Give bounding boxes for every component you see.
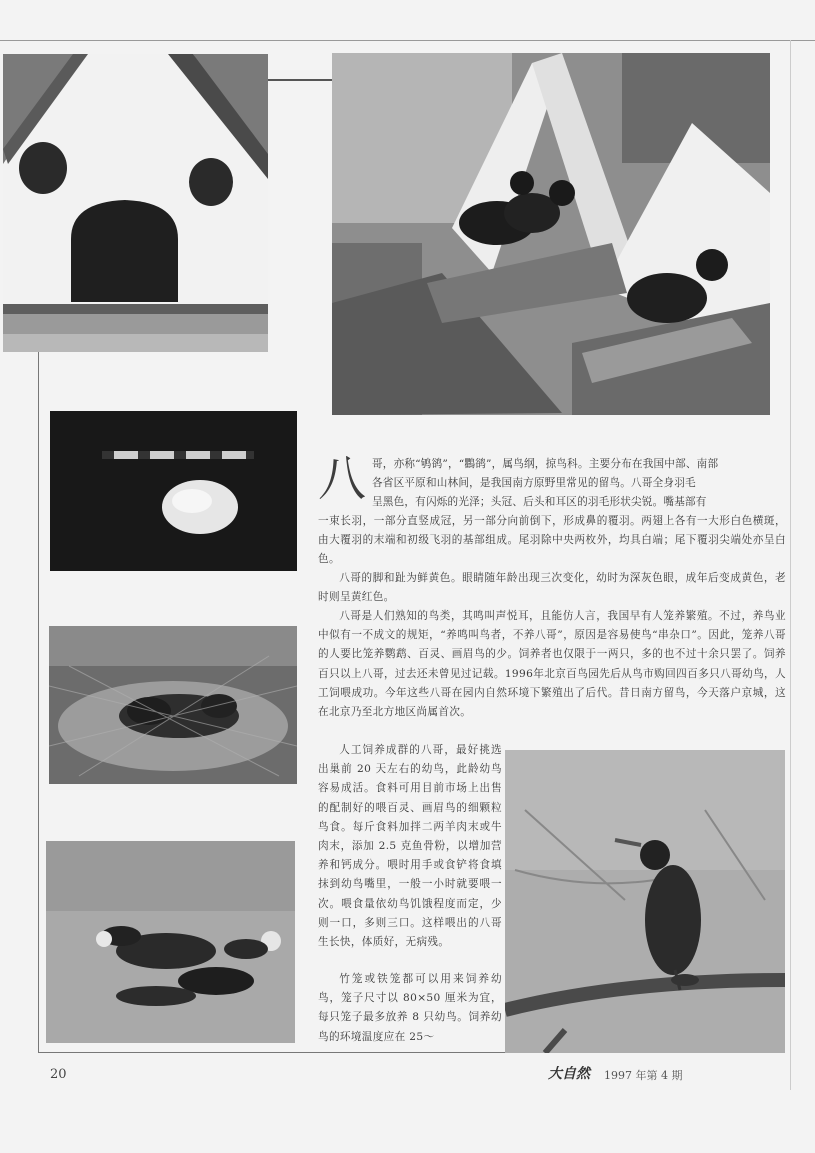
article-intro-line-1: [372, 455, 786, 474]
article-intro-line-3: [372, 493, 786, 512]
top-rule: [0, 40, 815, 41]
magazine-name: 大自然: [548, 1066, 590, 1082]
article-intro-rest: [318, 512, 786, 570]
article-paragraph-3: [318, 607, 786, 722]
intro-rest: 一束长羽，一部分直竖成冠，另一部分向前倒下，形成鼻的覆羽。两翅上各有一大形白色横斑，由大覆羽的末端和初级飞羽的基部组成。尾羽除中央两枚外，均具白端；尾下覆羽尖端处亦呈白色。: [318, 515, 786, 566]
article-paragraph-2: [318, 569, 786, 607]
paragraph-3: 八哥是人们熟知的鸟类，其鸣叫声悦耳，且能仿人言，我国早有人笼养繁殖。不过，养鸟业中似有一不成文的规矩，“养鸣叫鸟者，不养八哥”，原因是容易使鸟“串杂口”。因此，笼养八哥的人要比笼养鹦鹉、百灵、画眉鸟的少。饲养者也仅限于一两只，多的也不过十余只罢了。饲养百只以上八哥，过去还未曾见过记载。1996年北京百鸟园先后从鸟市购回四百多只八哥幼鸟，人工饲喂成功。今年这些八哥在园内自然环境下繁殖出了后代。昔日南方留鸟，今天落户京城，这在北京乃至北方地区尚属首次。: [318, 610, 786, 719]
article-paragraph-5: [318, 970, 502, 1047]
paragraph-4: 人工饲养成群的八哥，最好挑选出巢前 20 天左右的幼鸟，此龄幼鸟容易成活。食料可用目前市场上出售的配制好的喂百灵、画眉鸟的细颗粒鸟食。每斤食料加拌二两羊肉末或牛肉末，添加 2.5 克鱼骨粉，以增加营养和钙成分。喂时用手或食铲将食填抹到幼鸟嘴里，一般一小时就要喂一次。喂食量依幼鸟饥饿程度而定，少则一口，多则三口。这样喂出的八哥生长快，体质好，无病残。: [318, 744, 502, 949]
intro-third-line: 呈黑色，有闪烁的光泽；头冠、后头和耳区的羽毛形状尖锐。嘴基部有: [372, 496, 707, 508]
myna-on-branch-photo: [505, 750, 785, 1053]
intro-first-line: 哥，亦称“鸲鹆”，“鸜鹆”，属鸟纲，掠鸟科。主要分布在我国中部、南部: [372, 458, 719, 470]
egg-with-scale-photo: [50, 411, 297, 571]
header-rule: [268, 79, 332, 81]
paragraph-5: 竹笼或铁笼都可以用来饲养幼鸟，笼子尺寸以 80×50 厘米为宜，每只笼子最多放养 8 只幼鸟。饲养幼鸟的环境温度应在 25～: [318, 973, 502, 1043]
fledglings-on-ground-photo: [46, 841, 295, 1043]
page-number: 20: [50, 1067, 67, 1082]
left-column-rule: [38, 352, 39, 1052]
article-intro-line-2: [372, 474, 786, 493]
right-margin-rule: [790, 40, 791, 1090]
article-paragraph-4: [318, 741, 502, 952]
birdhouse-photo: [3, 54, 268, 352]
birds-on-birdhouses-photo: [332, 53, 770, 415]
bottom-rule: [38, 1052, 506, 1053]
intro-second-line: 各省区平原和山林间，是我国南方原野里常见的留鸟。八哥全身羽毛: [372, 477, 696, 489]
issue-label: 1997 年第 4 期: [604, 1069, 683, 1082]
paragraph-2: 八哥的脚和趾为鲜黄色。眼睛随年龄出现三次变化，幼时为深灰色眼，成年后变成黄色，老时则呈黄红色。: [318, 572, 786, 604]
nestlings-photo: [49, 626, 297, 784]
dropcap: 八: [318, 451, 367, 507]
